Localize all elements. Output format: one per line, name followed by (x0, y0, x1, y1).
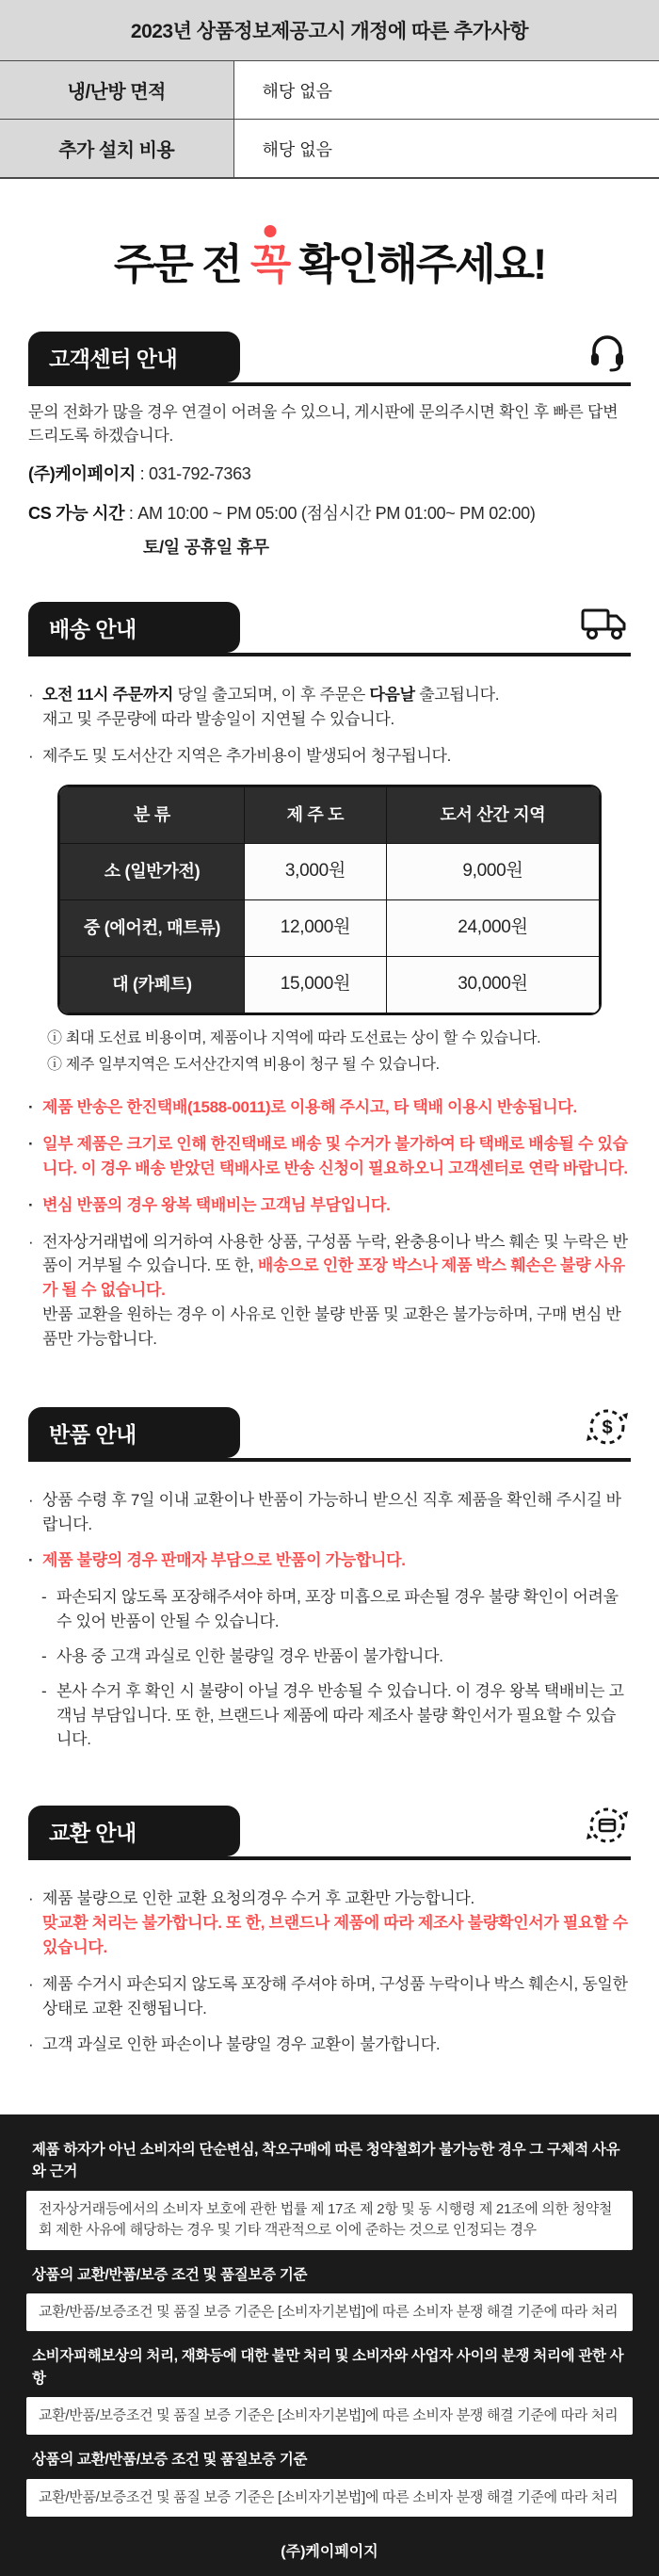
fee-value: 12,000원 (245, 899, 387, 956)
table-row (60, 899, 600, 956)
section-shipping (0, 602, 659, 1364)
legal-body: 교환/반품/보증조건 및 품질 보증 기준은 [소비자기본법]에 따른 소비자 분쟁 해결 기준에 따라 처리 (26, 2479, 633, 2518)
truck-icon (580, 604, 629, 648)
exchange-icon (586, 1804, 629, 1852)
section-title-badge: 고객센터 안내 (28, 332, 240, 382)
section-exchange (0, 1804, 659, 2069)
row-label: 중 (에어컨, 매트류) (60, 899, 245, 956)
svg-text:$: $ (602, 1417, 613, 1438)
legal-footer (0, 2114, 659, 2576)
table-row (60, 956, 600, 1013)
section-header (28, 1405, 631, 1462)
table-row (0, 120, 659, 179)
row-label: 대 (카페트) (60, 956, 245, 1013)
list-item: · 제품 수거시 파손되지 않도록 포장해 주셔야 하며, 구성품 누락이나 박스 훼손시, 동일한 상태로 교환 진행됩니다. (28, 1972, 631, 2021)
headset-icon (586, 330, 629, 378)
list-item: · 제주도 및 도서산간 지역은 추가비용이 발생되어 청구됩니다. (28, 744, 631, 769)
cs-hours-line: CS 가능 시간 : AM 10:00 ~ PM 05:00 (점심시간 PM 01:00~ PM 02:00) (28, 503, 536, 523)
list-item: · 고객 과실로 인한 파손이나 불량일 경우 교환이 불가합니다. (28, 2033, 631, 2057)
legal-heading: 제품 하자가 아닌 소비자의 단순변심, 착오구매에 따른 청약철회가 불가능한 경우 그 구체적 사유와 근거 (32, 2142, 620, 2180)
section-header (28, 602, 631, 656)
notice-row-label: 냉/난방 면적 (0, 61, 233, 120)
section-title-badge: 교환 안내 (28, 1806, 240, 1856)
fee-value: 24,000원 (386, 899, 599, 956)
shipping-other-courier-text: 일부 제품은 크기로 인해 한진택배로 배송 및 수거가 불가하여 타 택배로 배송될 수 있습니다. 이 경우 배송 받았던 택배사로 반송 신청이 필요하오니 고객센터로 연락 바랍니다. (42, 1135, 628, 1177)
fee-value: 15,000원 (245, 956, 387, 1013)
legal-heading: 소비자피해보상의 처리, 재화등에 대한 불만 처리 및 소비자와 사업자 사이의 분쟁 처리에 관한 사항 (32, 2348, 624, 2387)
cs-phone-line: (주)케이페이지 : 031-792-7363 (28, 464, 251, 484)
legal-heading: 상품의 교환/반품/보증 조건 및 품질보증 기준 (32, 2266, 308, 2283)
list-item: · 상품 수령 후 7일 이내 교환이나 반품이 가능하니 받으신 직후 제품을 확인해 주시길 바랍니다. (28, 1488, 631, 1537)
list-item: - 사용 중 고객 과실로 인한 불량일 경우 반품이 불가합니다. (41, 1644, 631, 1669)
list-item: · 제품 불량의 경우 판매자 부담으로 반품이 가능합니다. (28, 1548, 631, 1573)
cs-intro-text: 문의 전화가 많을 경우 연결이 어려울 수 있으니, 게시판에 문의주시면 확인 후 빠른 답변 드리도록 하겠습니다. (28, 402, 619, 446)
fee-value: 30,000원 (386, 956, 599, 1013)
list-item: - 본사 수거 후 확인 시 불량이 아닐 경우 반송될 수 있습니다. 이 경우 왕복 택배비는 고객님 부담입니다. 또 한, 브랜드나 제품에 따라 제조사 불량 확인서가 필요할 수 있습니다. (41, 1679, 631, 1752)
fee-value: 3,000원 (245, 843, 387, 899)
notice-row-value: 해당 없음 (233, 61, 659, 120)
legal-body: 교환/반품/보증조건 및 품질 보증 기준은 [소비자기본법]에 따른 소비자 분쟁 해결 기준에 따라 처리 (26, 2397, 633, 2436)
shipping-change-mind-text: 변심 반품의 경우 왕복 택배비는 고객님 부담입니다. (42, 1195, 391, 1214)
check-before-order-headline (0, 228, 659, 288)
refund-icon (586, 1405, 629, 1453)
returns-sub-inspection: 본사 수거 후 확인 시 불량이 아닐 경우 반송될 수 있습니다. 이 경우 왕복 택배비는 고객님 부담입니다. 또 한, 브랜드나 제품에 따라 제조사 불량 확인서가 필요할 수 있습니다. (56, 1681, 624, 1749)
table-row (60, 843, 600, 899)
shipping-return-courier-text: 제품 반송은 한진택배(1588-0011)로 이용해 주시고, 타 택배 이용시 반송됩니다. (42, 1098, 577, 1117)
section-header (28, 330, 631, 386)
notice-row-value: 해당 없음 (233, 120, 659, 179)
list-item: - 파손되지 않도록 포장해주셔야 하며, 포장 미흡으로 파손될 경우 불량 확인이 어려울 수 있어 반품이 안될 수 있습니다. (41, 1585, 631, 1634)
list-item: · 변심 반품의 경우 왕복 택배비는 고객님 부담입니다. (28, 1193, 631, 1218)
shipping-law-text: 전자상거래법에 의거하여 사용한 상품, 구성품 누락, 완충용이나 박스 훼손 및 누락은 반품이 거부될 수 있습니다. 또 한, 배송으로 인한 포장 박스나 제품 박스 훼손은 불량 사유가 될 수 없습니다. 반품 교환을 원하는 경우 이 사유로 인한 불량 반품 및 교환은 불가능하며, 구매 변심 반품만 가능합니다. (42, 1232, 628, 1348)
list-item: · 오전 11시 주문까지 당일 출고되며, 이 후 주문은 다음날 출고됩니다. 재고 및 주문량에 따라 발송일이 지연될 수 있습니다. (28, 683, 631, 732)
company-name: (주)케이페이지 (281, 2544, 378, 2561)
list-item: · 제품 불량으로 인한 교환 요청의경우 수거 후 교환만 가능합니다. 맞교환 처리는 불가합니다. 또 한, 브랜드나 제품에 따라 제조사 불량확인서가 필요할 수 있습니다. (28, 1887, 631, 1959)
cs-holiday-note: 토/일 공휴일 휴무 (143, 537, 269, 557)
col-header-jeju: 제 주 도 (245, 786, 387, 843)
notice-table-title: 2023년 상품정보제공고시 개정에 따른 추가사항 (0, 0, 659, 61)
table-row (60, 786, 600, 843)
returns-sub-customer-fault: 사용 중 고객 과실로 인한 불량일 경우 반품이 불가합니다. (56, 1646, 443, 1665)
section-header (28, 1804, 631, 1860)
shipping-jeju-text: 제주도 및 도서산간 지역은 추가비용이 발생되어 청구됩니다. (42, 746, 452, 765)
legal-body: 전자상거래등에서의 소비자 보호에 관한 법률 제 17조 제 2항 및 동 시행령 제 21조에 의한 청약철회 제한 사유에 해당하는 경우 및 기타 객관적으로 이에 준하는 것으로 인정되는 경우 (26, 2191, 633, 2250)
legal-body: 교환/반품/보증조건 및 품질 보증 기준은 [소비자기본법]에 따른 소비자 분쟁 해결 기준에 따라 처리 (26, 2293, 633, 2332)
section-returns (0, 1405, 659, 1762)
legal-heading: 상품의 교환/반품/보증 조건 및 품질보증 기준 (32, 2452, 308, 2469)
notice-row-label: 추가 설치 비용 (0, 120, 233, 179)
headline-post: 확인해주세요! (298, 240, 546, 288)
list-item: · 제품 반송은 한진택배(1588-0011)로 이용해 주시고, 타 택배 이용시 반송됩니다. (28, 1095, 631, 1120)
row-label: 소 (일반가전) (60, 843, 245, 899)
returns-sub-packing: 파손되지 않도록 포장해주셔야 하며, 포장 미흡으로 파손될 경우 불량 확인이 어려울 수 있어 반품이 안될 수 있습니다. (56, 1588, 619, 1631)
notice-table (0, 0, 659, 179)
shipping-fee-table (57, 785, 602, 1015)
col-header-island: 도서 산간 지역 (386, 786, 599, 843)
section-title-badge: 반품 안내 (28, 1407, 240, 1458)
fee-value: 9,000원 (386, 843, 599, 899)
headline-emphasis: 꼭 (249, 240, 290, 288)
returns-7days-text: 상품 수령 후 7일 이내 교환이나 반품이 가능하니 받으신 직후 제품을 확인해 주시길 바랍니다. (42, 1490, 621, 1533)
table-row (0, 61, 659, 120)
exchange-defect-text: 제품 불량으로 인한 교환 요청의경우 수거 후 교환만 가능합니다. 맞교환 처리는 불가합니다. 또 한, 브랜드나 제품에 따라 제조사 불량확인서가 필요할 수 있습니다. (42, 1889, 628, 1956)
section-title-badge: 배송 안내 (28, 602, 240, 653)
shipping-dispatch-text: 오전 11시 주문까지 당일 출고되며, 이 후 주문은 다음날 출고됩니다. 재고 및 주문량에 따라 발송일이 지연될 수 있습니다. (42, 686, 500, 729)
returns-defect-text: 제품 불량의 경우 판매자 부담으로 반품이 가능합니다. (42, 1551, 406, 1570)
shipping-note: ⓘ 최대 도선료 비용이며, 제품이나 지역에 따라 도선료는 상이 할 수 있습니다. (47, 1029, 541, 1046)
col-header-category: 분 류 (60, 786, 245, 843)
list-item: · 일부 제품은 크기로 인해 한진택배로 배송 및 수거가 불가하여 타 택배로 배송될 수 있습니다. 이 경우 배송 받았던 택배사로 반송 신청이 필요하오니 고객센터로 연락 바랍니다. (28, 1132, 631, 1181)
exchange-packing-text: 제품 수거시 파손되지 않도록 포장해 주셔야 하며, 구성품 누락이나 박스 훼손시, 동일한 상태로 교환 진행됩니다. (42, 1974, 628, 2017)
exchange-fault-text: 고객 과실로 인한 파손이나 불량일 경우 교환이 불가합니다. (42, 2035, 441, 2054)
list-item: · 전자상거래법에 의거하여 사용한 상품, 구성품 누락, 완충용이나 박스 훼손 및 누락은 반품이 거부될 수 있습니다. 또 한, 배송으로 인한 포장 박스나 제품 박스 훼손은 불량 사유가 될 수 없습니다. 반품 교환을 원하는 경우 이 사유로 인한 불량 반품 및 교환은 불가능하며, 구매 변심 반품만 가능합니다. (28, 1230, 631, 1352)
section-customer-center (0, 330, 659, 561)
shipping-note: ⓘ 제주 일부지역은 도서산간지역 비용이 청구 될 수 있습니다. (47, 1057, 440, 1074)
headline-pre: 주문 전 (113, 240, 241, 288)
